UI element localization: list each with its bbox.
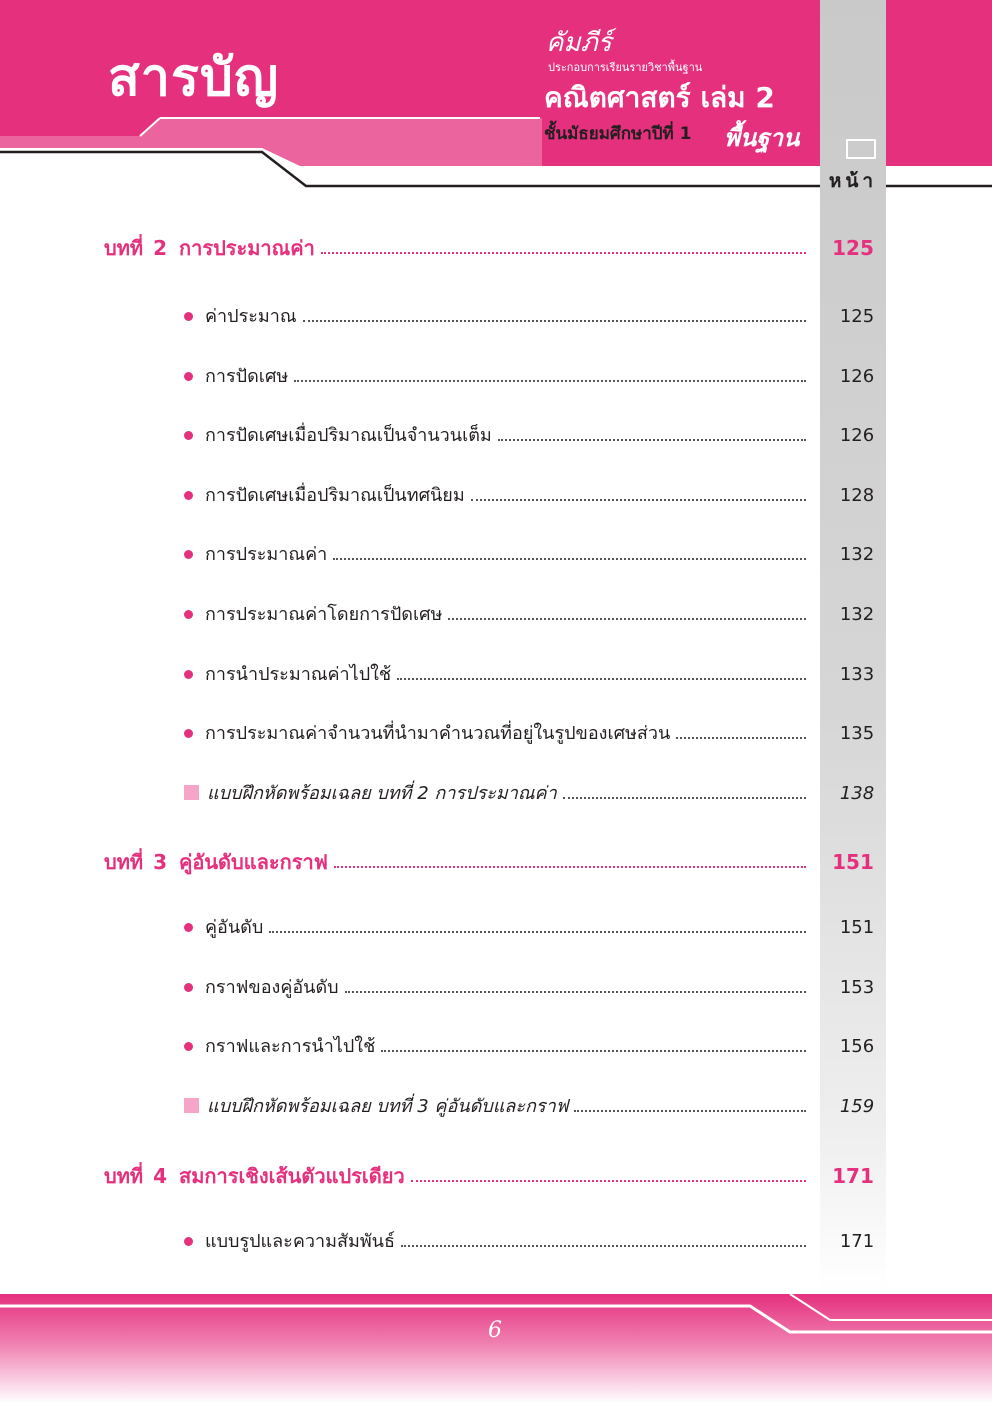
toc-item[interactable] (184, 485, 808, 507)
bullet-icon (184, 983, 193, 992)
page-column-label: หน้า (828, 170, 878, 192)
toc-item[interactable] (184, 544, 808, 566)
toc-item[interactable] (184, 604, 808, 626)
toc-item[interactable] (184, 425, 808, 447)
dot-leader (448, 618, 806, 620)
page-number: 6 (488, 1318, 502, 1343)
dot-leader (563, 797, 806, 799)
bullet-icon (184, 923, 193, 932)
bullet-icon (184, 550, 193, 559)
toc-item-title: แบบรูปและความสัมพันธ์ (205, 1231, 395, 1252)
series-subtitle: ประกอบการเรียนรายวิชาพื้นฐาน (548, 61, 703, 74)
dot-leader (334, 866, 806, 868)
toc-item-title: การปัดเศษเมื่อปริมาณเป็นทศนิยม (205, 485, 465, 506)
chapter-page-number: 125 (832, 236, 874, 260)
chapter-number: 2 (153, 236, 167, 260)
chapter-number: 4 (153, 1164, 167, 1188)
toc-item-title: คู่อันดับ (205, 917, 264, 938)
chapter-number: 3 (153, 850, 167, 874)
toc-exercise-page: 138 (839, 783, 875, 804)
dot-leader (498, 439, 806, 441)
bullet-icon (184, 372, 193, 381)
bullet-icon (184, 312, 193, 321)
square-bullet-icon (184, 1098, 199, 1113)
book-title: คณิตศาสตร์ เล่ม 2 (544, 81, 775, 114)
bullet-icon (184, 491, 193, 500)
toc-item[interactable] (184, 723, 808, 745)
toc-item-page: 128 (839, 485, 875, 506)
toc-item-title: การนำประมาณค่าไปใช้ (205, 664, 392, 685)
chapter-label: บทที่ (104, 1164, 144, 1188)
toc-exercise-title: แบบฝึกหัดพร้อมเฉลย บทที่ 3 คู่อันดับและกราฟ (207, 1096, 569, 1117)
dot-leader (397, 678, 806, 680)
toc-item-title: การปัดเศษเมื่อปริมาณเป็นจำนวนเต็ม (205, 425, 492, 446)
toc-item[interactable] (184, 306, 808, 328)
toc-chapter-4[interactable] (104, 1164, 808, 1188)
book-level: พื้นฐาน (724, 124, 800, 152)
bullet-icon (184, 729, 193, 738)
toc-exercise[interactable] (184, 1096, 808, 1118)
dot-leader (411, 1180, 806, 1182)
book-grade: ชั้นมัธยมศึกษาปีที่ 1 (544, 124, 692, 144)
toc-exercise-page: 159 (839, 1096, 875, 1117)
dot-leader (333, 558, 806, 560)
dot-leader (381, 1050, 806, 1052)
page-box-icon (846, 139, 876, 159)
dot-leader (269, 931, 806, 933)
toc-item[interactable] (184, 917, 808, 939)
chapter-title: การประมาณค่า (178, 236, 315, 260)
toc-item-page: 133 (839, 664, 875, 685)
toc-item-page: 132 (839, 604, 875, 625)
chapter-title: สมการเชิงเส้นตัวแปรเดียว (178, 1164, 405, 1188)
toc-item[interactable] (184, 664, 808, 686)
toc-item-title: การประมาณค่าโดยการปัดเศษ (205, 604, 443, 625)
toc-item-title: การประมาณค่า (205, 544, 328, 565)
bullet-icon (184, 670, 193, 679)
bullet-icon (184, 1042, 193, 1051)
toc-item-page: 126 (839, 425, 875, 446)
toc-item-page: 153 (839, 977, 875, 998)
toc-item-page: 171 (839, 1231, 875, 1252)
dot-leader (321, 252, 806, 254)
chapter-title: คู่อันดับและกราฟ (178, 850, 328, 874)
bullet-icon (184, 1237, 193, 1246)
toc-item-title: ค่าประมาณ (205, 306, 297, 327)
toc-exercise[interactable] (184, 783, 808, 805)
dot-leader (401, 1245, 806, 1247)
toc-item-title: กราฟและการนำไปใช้ (205, 1036, 376, 1057)
dot-leader (294, 380, 806, 382)
dot-leader (676, 737, 806, 739)
bullet-icon (184, 610, 193, 619)
dot-leader (574, 1110, 806, 1112)
chapter-page-number: 151 (832, 850, 874, 874)
toc-item-title: การประมาณค่าจำนวนที่นำมาคำนวณที่อยู่ในรูปของเศษส่วน (205, 723, 671, 744)
toc-item[interactable] (184, 977, 808, 999)
toc-item-page: 126 (839, 366, 875, 387)
square-bullet-icon (184, 785, 199, 800)
chapter-page-number: 171 (832, 1164, 874, 1188)
toc-exercise-title: แบบฝึกหัดพร้อมเฉลย บทที่ 2 การประมาณค่า (207, 783, 557, 804)
page-title: สารบัญ (108, 48, 280, 108)
toc-item[interactable] (184, 366, 808, 388)
toc-item[interactable] (184, 1036, 808, 1058)
series-name: คัมภีร์ (546, 28, 612, 58)
toc-item-page: 132 (839, 544, 875, 565)
toc-item-page: 125 (839, 306, 875, 327)
dot-leader (303, 320, 806, 322)
toc-item-page: 135 (839, 723, 875, 744)
toc-item-title: การปัดเศษ (205, 366, 289, 387)
bullet-icon (184, 431, 193, 440)
toc-item-page: 156 (839, 1036, 875, 1057)
dot-leader (471, 499, 806, 501)
dot-leader (345, 991, 806, 993)
toc-chapter-3[interactable] (104, 850, 808, 874)
chapter-label: บทที่ (104, 236, 144, 260)
toc-item[interactable] (184, 1231, 808, 1253)
toc-item-page: 151 (839, 917, 875, 938)
toc-chapter-2[interactable] (104, 236, 808, 260)
chapter-label: บทที่ (104, 850, 144, 874)
toc-item-title: กราฟของคู่อันดับ (205, 977, 339, 998)
